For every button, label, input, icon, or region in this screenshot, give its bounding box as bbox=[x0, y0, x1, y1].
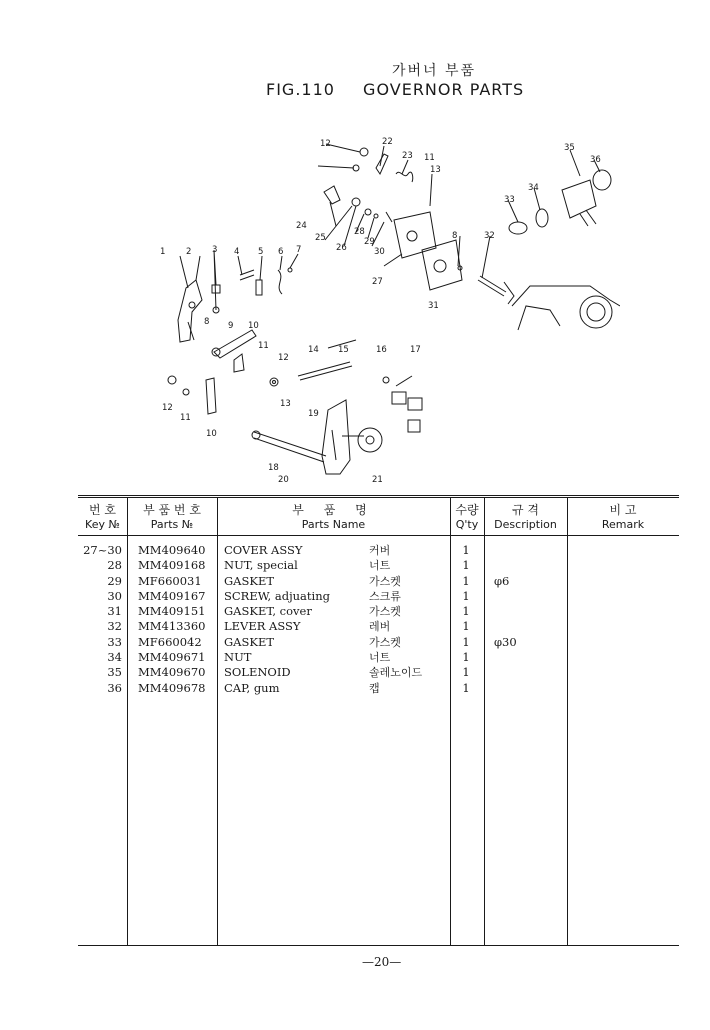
callout-8b: 8 bbox=[204, 317, 210, 327]
cell-part-name-ko: 가스켓 bbox=[369, 605, 401, 619]
callout-24: 24 bbox=[296, 221, 307, 231]
callout-18: 18 bbox=[268, 463, 279, 473]
table-row bbox=[78, 650, 679, 665]
callout-7: 7 bbox=[296, 245, 302, 255]
cell-description: φ30 bbox=[494, 634, 517, 649]
cell-qty: 1 bbox=[462, 573, 470, 588]
callout-36: 36 bbox=[590, 155, 601, 165]
cell-description: φ6 bbox=[494, 573, 510, 588]
table-row bbox=[78, 589, 679, 604]
callout-34: 34 bbox=[528, 183, 539, 193]
callout-13b: 13 bbox=[430, 165, 441, 175]
callout-35: 35 bbox=[564, 143, 575, 153]
cell-part-name: SCREW, adjuating bbox=[224, 588, 330, 603]
cell-key: 27~30 bbox=[83, 543, 122, 557]
callout-9: 9 bbox=[228, 321, 234, 331]
callout-11: 11 bbox=[258, 341, 269, 351]
cell-key: 34 bbox=[107, 650, 122, 665]
callout-19: 19 bbox=[308, 409, 319, 419]
cell-part-name: GASKET, cover bbox=[224, 604, 312, 619]
cell-key: 35 bbox=[107, 665, 122, 680]
callout-32: 32 bbox=[484, 231, 495, 241]
cell-qty: 1 bbox=[462, 543, 470, 557]
callout-33: 33 bbox=[504, 195, 515, 205]
cell-part-number: MF660042 bbox=[138, 634, 202, 649]
table-row bbox=[78, 574, 679, 589]
cell-part-number: MM409640 bbox=[138, 543, 206, 557]
header-remark-en: Remark bbox=[601, 518, 645, 531]
cell-part-name: LEVER ASSY bbox=[224, 619, 301, 634]
callout-30: 30 bbox=[374, 247, 385, 257]
callout-6: 6 bbox=[278, 247, 284, 257]
cell-part-name: GASKET bbox=[224, 634, 275, 649]
bracket-part bbox=[178, 280, 202, 342]
callout-12b: 12 bbox=[320, 139, 331, 149]
callout-17: 17 bbox=[410, 345, 421, 355]
cell-key: 30 bbox=[107, 588, 122, 603]
callout-11c: 11 bbox=[180, 413, 191, 423]
cell-part-name-ko: 레버 bbox=[369, 620, 391, 634]
table-row bbox=[78, 604, 679, 619]
cell-qty: 1 bbox=[462, 680, 470, 695]
cell-part-name-ko: 너트 bbox=[369, 559, 391, 573]
callout-15: 15 bbox=[338, 345, 349, 355]
cell-part-name: GASKET bbox=[224, 573, 275, 588]
table-row bbox=[78, 681, 679, 696]
cell-part-name-ko: 솔레노이드 bbox=[369, 666, 423, 680]
cell-part-number: MM409678 bbox=[138, 680, 206, 695]
figure-label: FIG.110 bbox=[266, 80, 335, 99]
cell-key: 36 bbox=[107, 680, 122, 695]
title-english: GOVERNOR PARTS bbox=[363, 80, 525, 99]
table-row bbox=[78, 558, 679, 573]
cell-key: 31 bbox=[107, 604, 122, 619]
cell-part-number: MM409168 bbox=[138, 558, 206, 573]
cell-part-name: CAP, gum bbox=[224, 680, 280, 695]
callout-12: 12 bbox=[278, 353, 289, 363]
table-row bbox=[78, 543, 679, 558]
callout-labels bbox=[160, 137, 601, 485]
cell-part-number: MM409670 bbox=[138, 665, 206, 680]
cell-part-name-ko: 캡 bbox=[369, 681, 380, 695]
callout-3: 3 bbox=[212, 245, 218, 255]
cell-key: 33 bbox=[107, 634, 122, 649]
exploded-parts-diagram bbox=[150, 130, 620, 490]
cell-qty: 1 bbox=[462, 634, 470, 649]
callout-21: 21 bbox=[372, 475, 383, 485]
header-qty-en: Q'ty bbox=[455, 518, 479, 531]
header-part-ko: 부 품 번 호 bbox=[143, 503, 201, 517]
callout-2: 2 bbox=[186, 247, 192, 257]
cell-part-name-ko: 스크류 bbox=[369, 589, 401, 603]
cell-qty: 1 bbox=[462, 604, 470, 619]
callout-5: 5 bbox=[258, 247, 264, 257]
callout-22: 22 bbox=[382, 137, 393, 147]
cell-qty: 1 bbox=[462, 619, 470, 634]
header-name-ko: 부 품 명 bbox=[292, 503, 375, 517]
parts-table bbox=[78, 495, 679, 947]
header-desc-en: Description bbox=[494, 518, 557, 531]
cell-part-name: SOLENOID bbox=[224, 665, 291, 680]
callout-31: 31 bbox=[428, 301, 439, 311]
cell-qty: 1 bbox=[462, 650, 470, 665]
header-key-ko: 번 호 bbox=[89, 503, 116, 517]
header-part-en: Parts № bbox=[150, 518, 194, 531]
callout-8: 8 bbox=[452, 231, 458, 241]
cell-part-name-ko: 커버 bbox=[369, 544, 391, 557]
callout-25: 25 bbox=[315, 233, 326, 243]
cell-part-number: MM409151 bbox=[138, 604, 206, 619]
cell-qty: 1 bbox=[462, 665, 470, 680]
cell-key: 32 bbox=[107, 619, 122, 634]
callout-1: 1 bbox=[160, 247, 166, 257]
table-row bbox=[78, 619, 679, 634]
cell-part-name: NUT bbox=[224, 650, 252, 665]
page-number: —20— bbox=[362, 955, 402, 969]
cell-part-number: MF660031 bbox=[138, 573, 202, 588]
callout-10b: 10 bbox=[206, 429, 217, 439]
cell-part-number: MM413360 bbox=[138, 619, 206, 634]
header-remark-ko: 비 고 bbox=[609, 503, 637, 517]
cell-part-name-ko: 가스켓 bbox=[369, 574, 401, 588]
callout-12c: 12 bbox=[162, 403, 173, 413]
callout-11b: 11 bbox=[424, 153, 435, 163]
header-key-en: Key № bbox=[85, 518, 120, 531]
cell-part-name: COVER ASSY bbox=[224, 543, 303, 557]
cell-part-name: NUT, special bbox=[224, 558, 298, 573]
callout-23: 23 bbox=[402, 151, 413, 161]
cell-part-name-ko: 가스켓 bbox=[369, 635, 401, 649]
header-name-en: Parts Name bbox=[301, 518, 366, 531]
cell-qty: 1 bbox=[462, 558, 470, 573]
callout-16: 16 bbox=[376, 345, 387, 355]
callout-4: 4 bbox=[234, 247, 240, 257]
callout-10: 10 bbox=[248, 321, 259, 331]
cell-part-number: MM409671 bbox=[138, 650, 206, 665]
callout-14: 14 bbox=[308, 345, 319, 355]
callout-26: 26 bbox=[336, 243, 347, 253]
callout-20: 20 bbox=[278, 475, 289, 485]
cell-key: 29 bbox=[107, 573, 122, 588]
table-row bbox=[78, 665, 679, 680]
cell-qty: 1 bbox=[462, 588, 470, 603]
callout-29: 29 bbox=[364, 237, 375, 247]
header-qty-ko: 수량 bbox=[455, 503, 479, 517]
table-row bbox=[78, 635, 679, 650]
callout-27: 27 bbox=[372, 277, 383, 287]
callout-28: 28 bbox=[354, 227, 365, 237]
header-desc-ko: 규 격 bbox=[512, 503, 539, 517]
title-korean: 가버너 부품 bbox=[392, 63, 477, 79]
figure-title bbox=[266, 80, 524, 99]
parts-rows bbox=[78, 543, 679, 696]
callout-13: 13 bbox=[280, 399, 291, 409]
cell-key: 28 bbox=[107, 558, 122, 573]
cell-part-name-ko: 너트 bbox=[369, 651, 391, 665]
cell-part-number: MM409167 bbox=[138, 588, 206, 603]
